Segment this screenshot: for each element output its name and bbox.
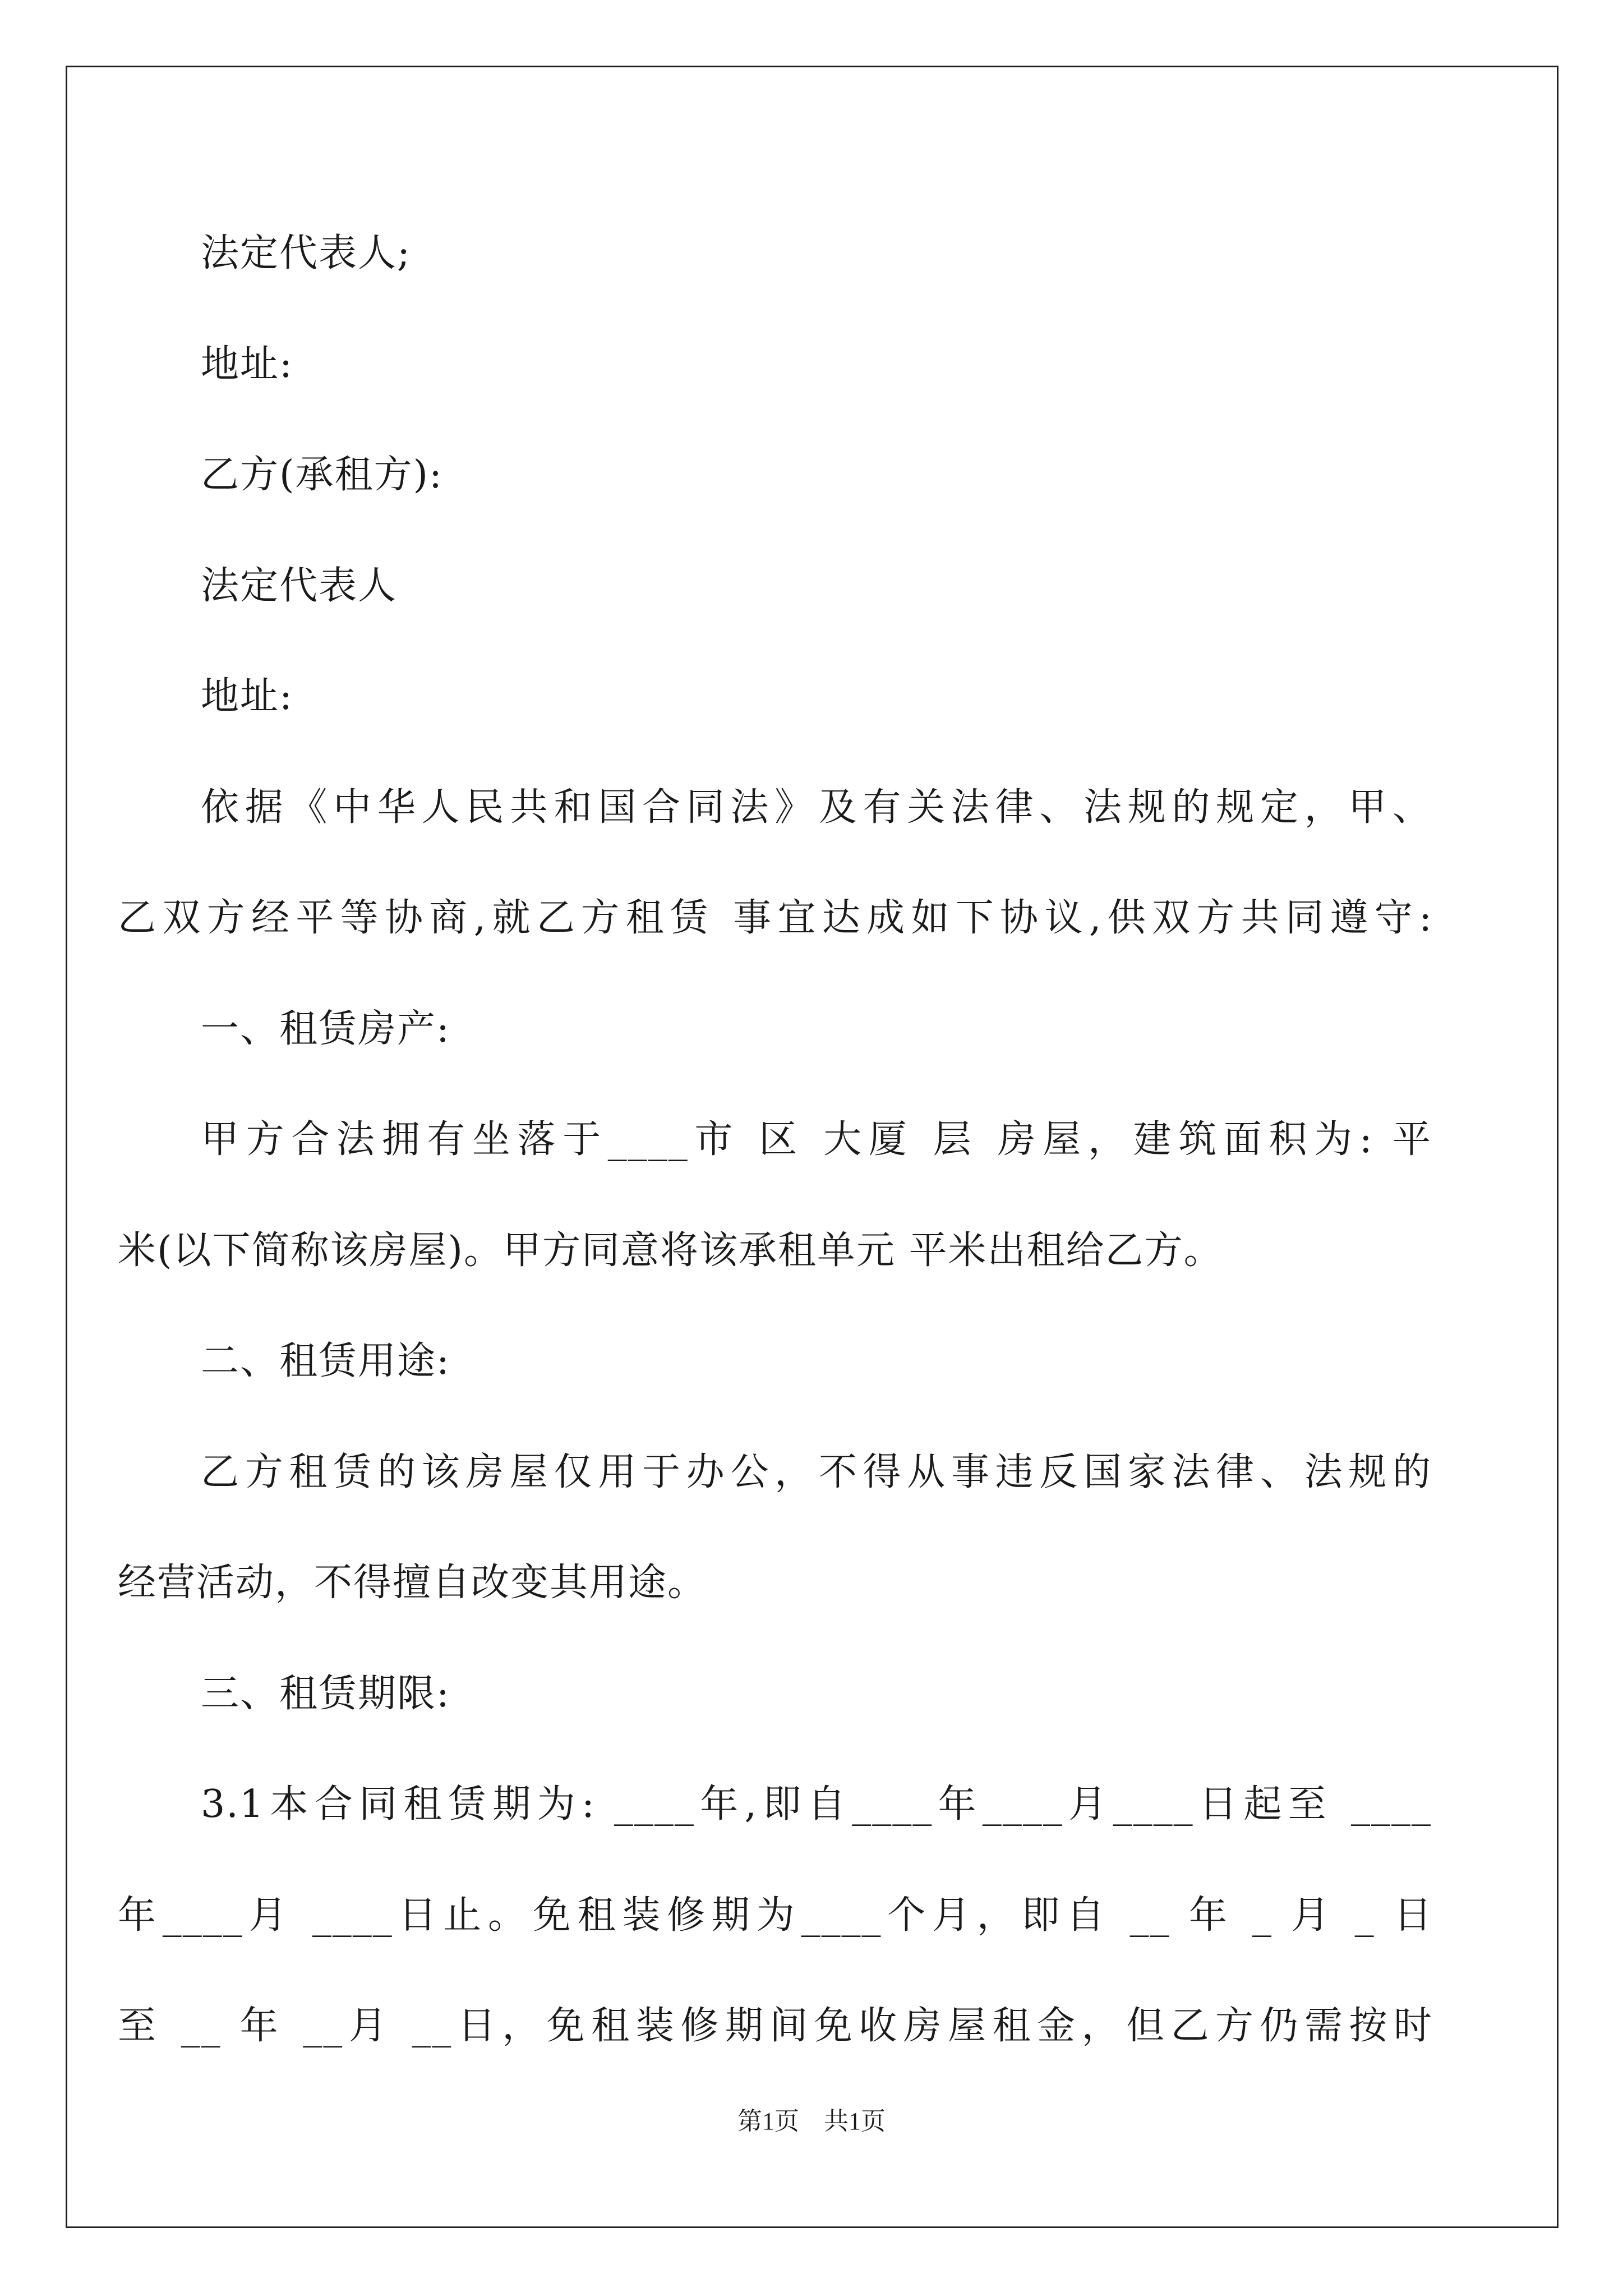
section-heading: 二、租赁用途: bbox=[201, 1339, 450, 1383]
paragraph-line: 至 __ 年 __月 __日，免租装修期间免收房屋租金，但乙方仍需按时 bbox=[118, 2004, 1433, 2048]
paragraph-line: 3.1本合同租赁期为: ____年,即自____年____月____日起至 ____ bbox=[201, 1782, 1432, 1826]
paragraph-line: 乙双方经平等协商,就乙方租赁 事宜达成如下协议,供双方共同遵守: bbox=[118, 896, 1433, 940]
paragraph-line: 年____月 ____日止。免租装修期为____个月，即自 __ 年 _ 月 _ 日 bbox=[118, 1893, 1433, 1938]
paragraph-line: 经营活动，不得擅自改变其用途。 bbox=[118, 1561, 707, 1605]
text-line: 法定代表人 bbox=[201, 564, 398, 608]
paragraph-line: 依据《中华人民共和国合同法》及有关法律、法规的规定，甲、 bbox=[201, 785, 1432, 830]
section-heading: 三、租赁期限: bbox=[201, 1672, 450, 1716]
text-line: 乙方(承租方): bbox=[201, 453, 443, 497]
section-heading: 一、租赁房产: bbox=[201, 1007, 450, 1051]
paragraph-line: 米(以下简称该房屋)。甲方同意将该承租单元 平米出租给乙方。 bbox=[118, 1228, 1223, 1273]
text-line: 地址: bbox=[201, 342, 293, 386]
text-line: 地址: bbox=[201, 674, 293, 719]
page-number-footer: 第1页 共1页 bbox=[737, 2108, 886, 2135]
paragraph-line: 甲方合法拥有坐落于____市 区 大厦 层 房屋，建筑面积为: 平 bbox=[201, 1117, 1432, 1162]
text-line: 法定代表人; bbox=[201, 231, 411, 275]
paragraph-line: 乙方租赁的该房屋仅用于办公，不得从事违反国家法律、法规的 bbox=[201, 1450, 1432, 1494]
